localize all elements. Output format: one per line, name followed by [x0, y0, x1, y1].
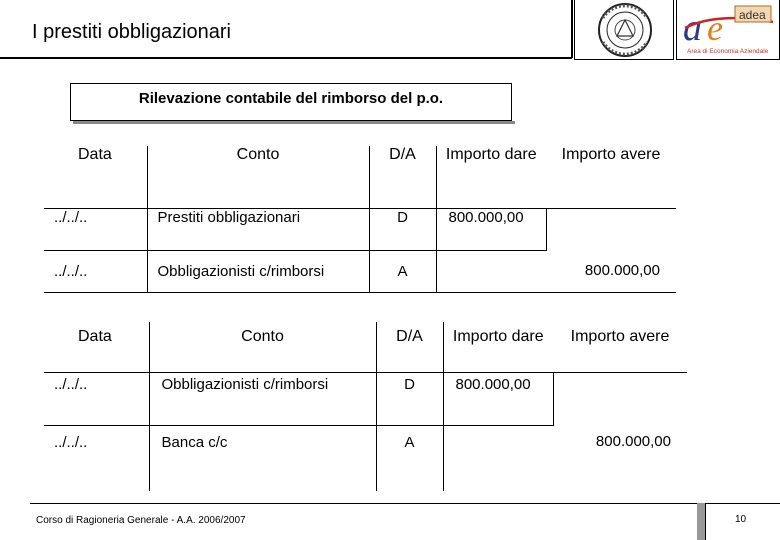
footer-shadow: [697, 503, 705, 540]
cell-avere: [553, 372, 687, 425]
cell-conto: Banca c/c: [149, 425, 376, 491]
header-data: Data: [44, 146, 147, 208]
cell-dare: [436, 250, 546, 292]
cell-da: A: [376, 425, 443, 491]
header-data: Data: [44, 322, 149, 372]
cell-data: ../../..: [44, 250, 147, 292]
cell-da: D: [369, 208, 436, 250]
cell-conto: Prestiti obbligazionari: [147, 208, 369, 250]
cell-da: A: [369, 250, 436, 292]
table-row: [44, 208, 676, 250]
header-vertical-divider: [571, 0, 573, 58]
section-subtitle: Rilevazione contabile del rimborso del p.o.: [70, 83, 512, 121]
cell-dare: 800.000,00: [443, 372, 553, 425]
university-seal-logo: [574, 0, 674, 60]
cell-avere: [546, 208, 676, 250]
adea-logo: [676, 0, 780, 60]
cell-avere: 800.000,00: [546, 250, 676, 292]
header-importo-dare: Importo dare: [436, 146, 546, 208]
table-row: [44, 372, 687, 425]
journal-table-2: [44, 322, 687, 491]
table-row: [44, 250, 676, 292]
adea-logo-name: adea: [739, 8, 766, 22]
cell-avere: 800.000,00: [595, 433, 671, 450]
cell-data: ../../..: [44, 425, 149, 491]
cell-dare: 800.000,00: [436, 208, 546, 250]
header-conto: Conto: [149, 322, 376, 372]
cell-conto: Obbligazionisti c/rimborsi: [149, 372, 376, 425]
table-row: [44, 425, 687, 491]
header-da: D/A: [376, 322, 443, 372]
journal-table-1: [44, 146, 676, 293]
header-importo-avere: Importo avere: [546, 146, 676, 208]
cell-data: ../../..: [44, 372, 149, 425]
cell-da: D: [376, 372, 443, 425]
footer-course: Corso di Ragioneria Generale - A.A. 2006/2007: [36, 515, 246, 526]
header-importo-avere: Importo avere: [553, 322, 687, 372]
header-conto: Conto: [147, 146, 369, 208]
cell-dare: [443, 425, 553, 491]
page-number: 10: [735, 514, 747, 525]
page-title: I prestiti obbligazionari: [32, 21, 231, 43]
header-da: D/A: [369, 146, 436, 208]
svg-text:a: a: [683, 7, 702, 49]
header-importo-dare: Importo dare: [443, 322, 553, 372]
header-divider: [0, 57, 572, 59]
cell-conto: Obbligazionisti c/rimborsi: [147, 250, 369, 292]
adea-logo-caption: Area di Economia Aziendale: [687, 48, 769, 55]
svg-text:e: e: [707, 8, 723, 48]
cell-data: ../../..: [44, 208, 147, 250]
